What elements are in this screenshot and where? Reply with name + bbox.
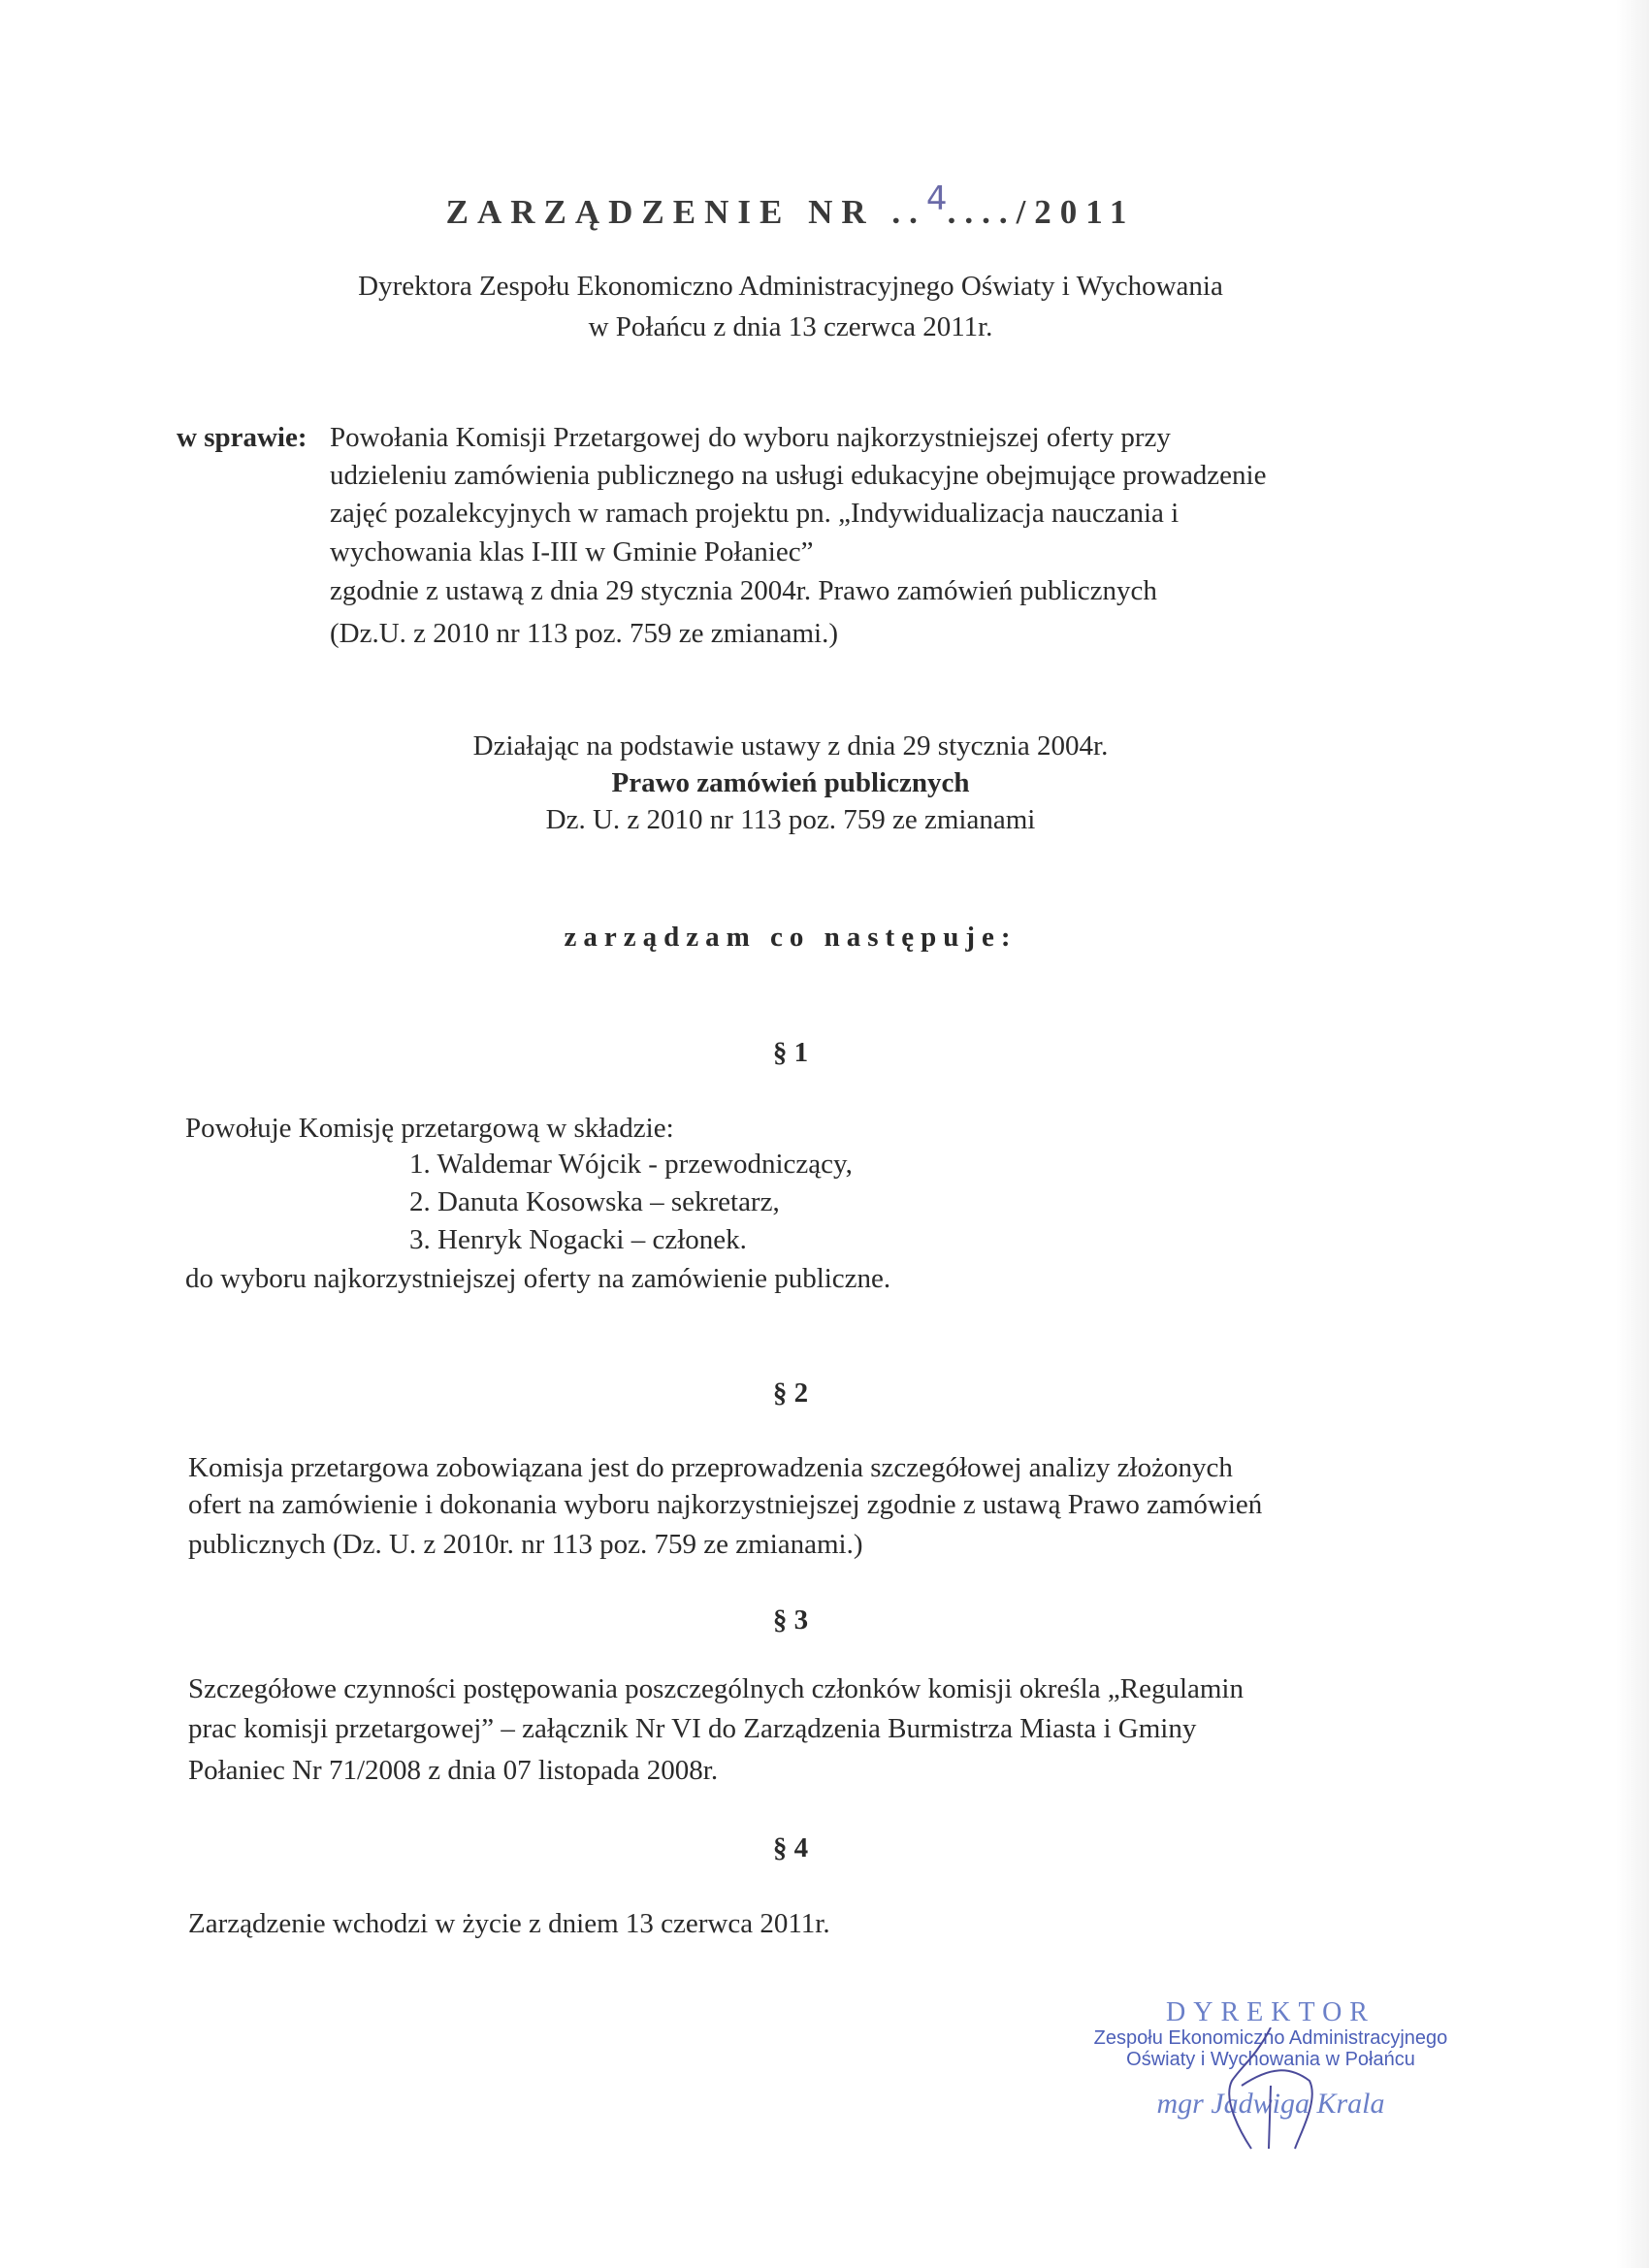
section-1-outro: do wyboru najkorzystniejszej oferty na zamówienie publiczne. [185, 1263, 891, 1294]
section-3-heading: § 3 [772, 1604, 809, 1636]
section-2-heading: § 2 [772, 1377, 809, 1409]
handwritten-number: 4 [925, 179, 948, 218]
section-1-heading: § 1 [772, 1037, 809, 1068]
subject-line: zajęć pozalekcyjnych w ramach projektu pn. „Indywidualizacja nauczania i [330, 498, 1180, 529]
section-3-line: prac komisji przetargowej” – załącznik Nr VI do Zarządzenia Burmistrza Miasta i Gminy [188, 1713, 1197, 1744]
handwritten-signature [1203, 2027, 1339, 2154]
basis-line1: Działając na podstawie ustawy z dnia 29 stycznia 2004r. [472, 730, 1109, 761]
stamp-line2: Oświaty i Wychowania w Połańcu [1126, 2049, 1415, 2070]
document-title [0, 179, 1581, 231]
section-3-line: Połaniec Nr 71/2008 z dnia 07 listopada 2008r. [188, 1755, 719, 1786]
basis-line3: Dz. U. z 2010 nr 113 poz. 759 ze zmianami [545, 804, 1036, 835]
title-suffix: ..../2011 [947, 193, 1136, 231]
member-item: 2. Danuta Kosowska – sekretarz, [409, 1186, 780, 1217]
subtitle-line1: Dyrektora Zespołu Ekonomiczno Administracyjnego Oświaty i Wychowania [358, 271, 1223, 302]
stamp-title: DYREKTOR [1166, 1997, 1375, 2027]
subject-line: Powołania Komisji Przetargowej do wyboru najkorzystniejszej oferty przy [330, 422, 1171, 453]
subject-label: w sprawie: [177, 422, 307, 453]
scan-edge [1616, 0, 1649, 2268]
section-3-line: Szczegółowe czynności postępowania poszczególnych członków komisji określa „Regulamin [188, 1673, 1244, 1704]
subject-line: udzieleniu zamówienia publicznego na usługi edukacyjne obejmujące prowadzenie [330, 460, 1267, 491]
stamp-name: mgr Jadwiga Krala [1156, 2088, 1385, 2120]
subtitle-line2: w Połańcu z dnia 13 czerwca 2011r. [588, 311, 993, 342]
section-4-heading: § 4 [772, 1832, 809, 1863]
member-item: 3. Henryk Nogacki – członek. [409, 1224, 747, 1255]
member-item: 1. Waldemar Wójcik - przewodniczący, [409, 1149, 853, 1180]
section-1-intro: Powołuje Komisję przetargową w składzie: [185, 1113, 674, 1144]
section-4-line: Zarządzenie wchodzi w życie z dniem 13 czerwca 2011r. [188, 1908, 830, 1939]
subject-line: wychowania klas I-III w Gminie Połaniec” [330, 536, 814, 567]
subject-line: zgodnie z ustawą z dnia 29 stycznia 2004r. Prawo zamówień publicznych [330, 575, 1157, 606]
section-2-line: publicznych (Dz. U. z 2010r. nr 113 poz. 759 ze zmianami.) [188, 1529, 863, 1560]
title-prefix: ZARZĄDZENIE NR .. [445, 193, 926, 231]
section-2-line: Komisja przetargowa zobowiązana jest do przeprowadzenia szczegółowej analizy złożonych [188, 1452, 1233, 1483]
subject-line: (Dz.U. z 2010 nr 113 poz. 759 ze zmianami.) [330, 618, 838, 649]
decree-heading: zarządzam co następuje: [564, 922, 1018, 953]
basis-line2: Prawo zamówień publicznych [611, 767, 970, 798]
stamp-line1: Zespołu Ekonomiczno Administracyjnego [1093, 2027, 1448, 2049]
section-2-line: ofert na zamówienie i dokonania wyboru najkorzystniejszej zgodnie z ustawą Prawo zamówień [188, 1489, 1263, 1520]
